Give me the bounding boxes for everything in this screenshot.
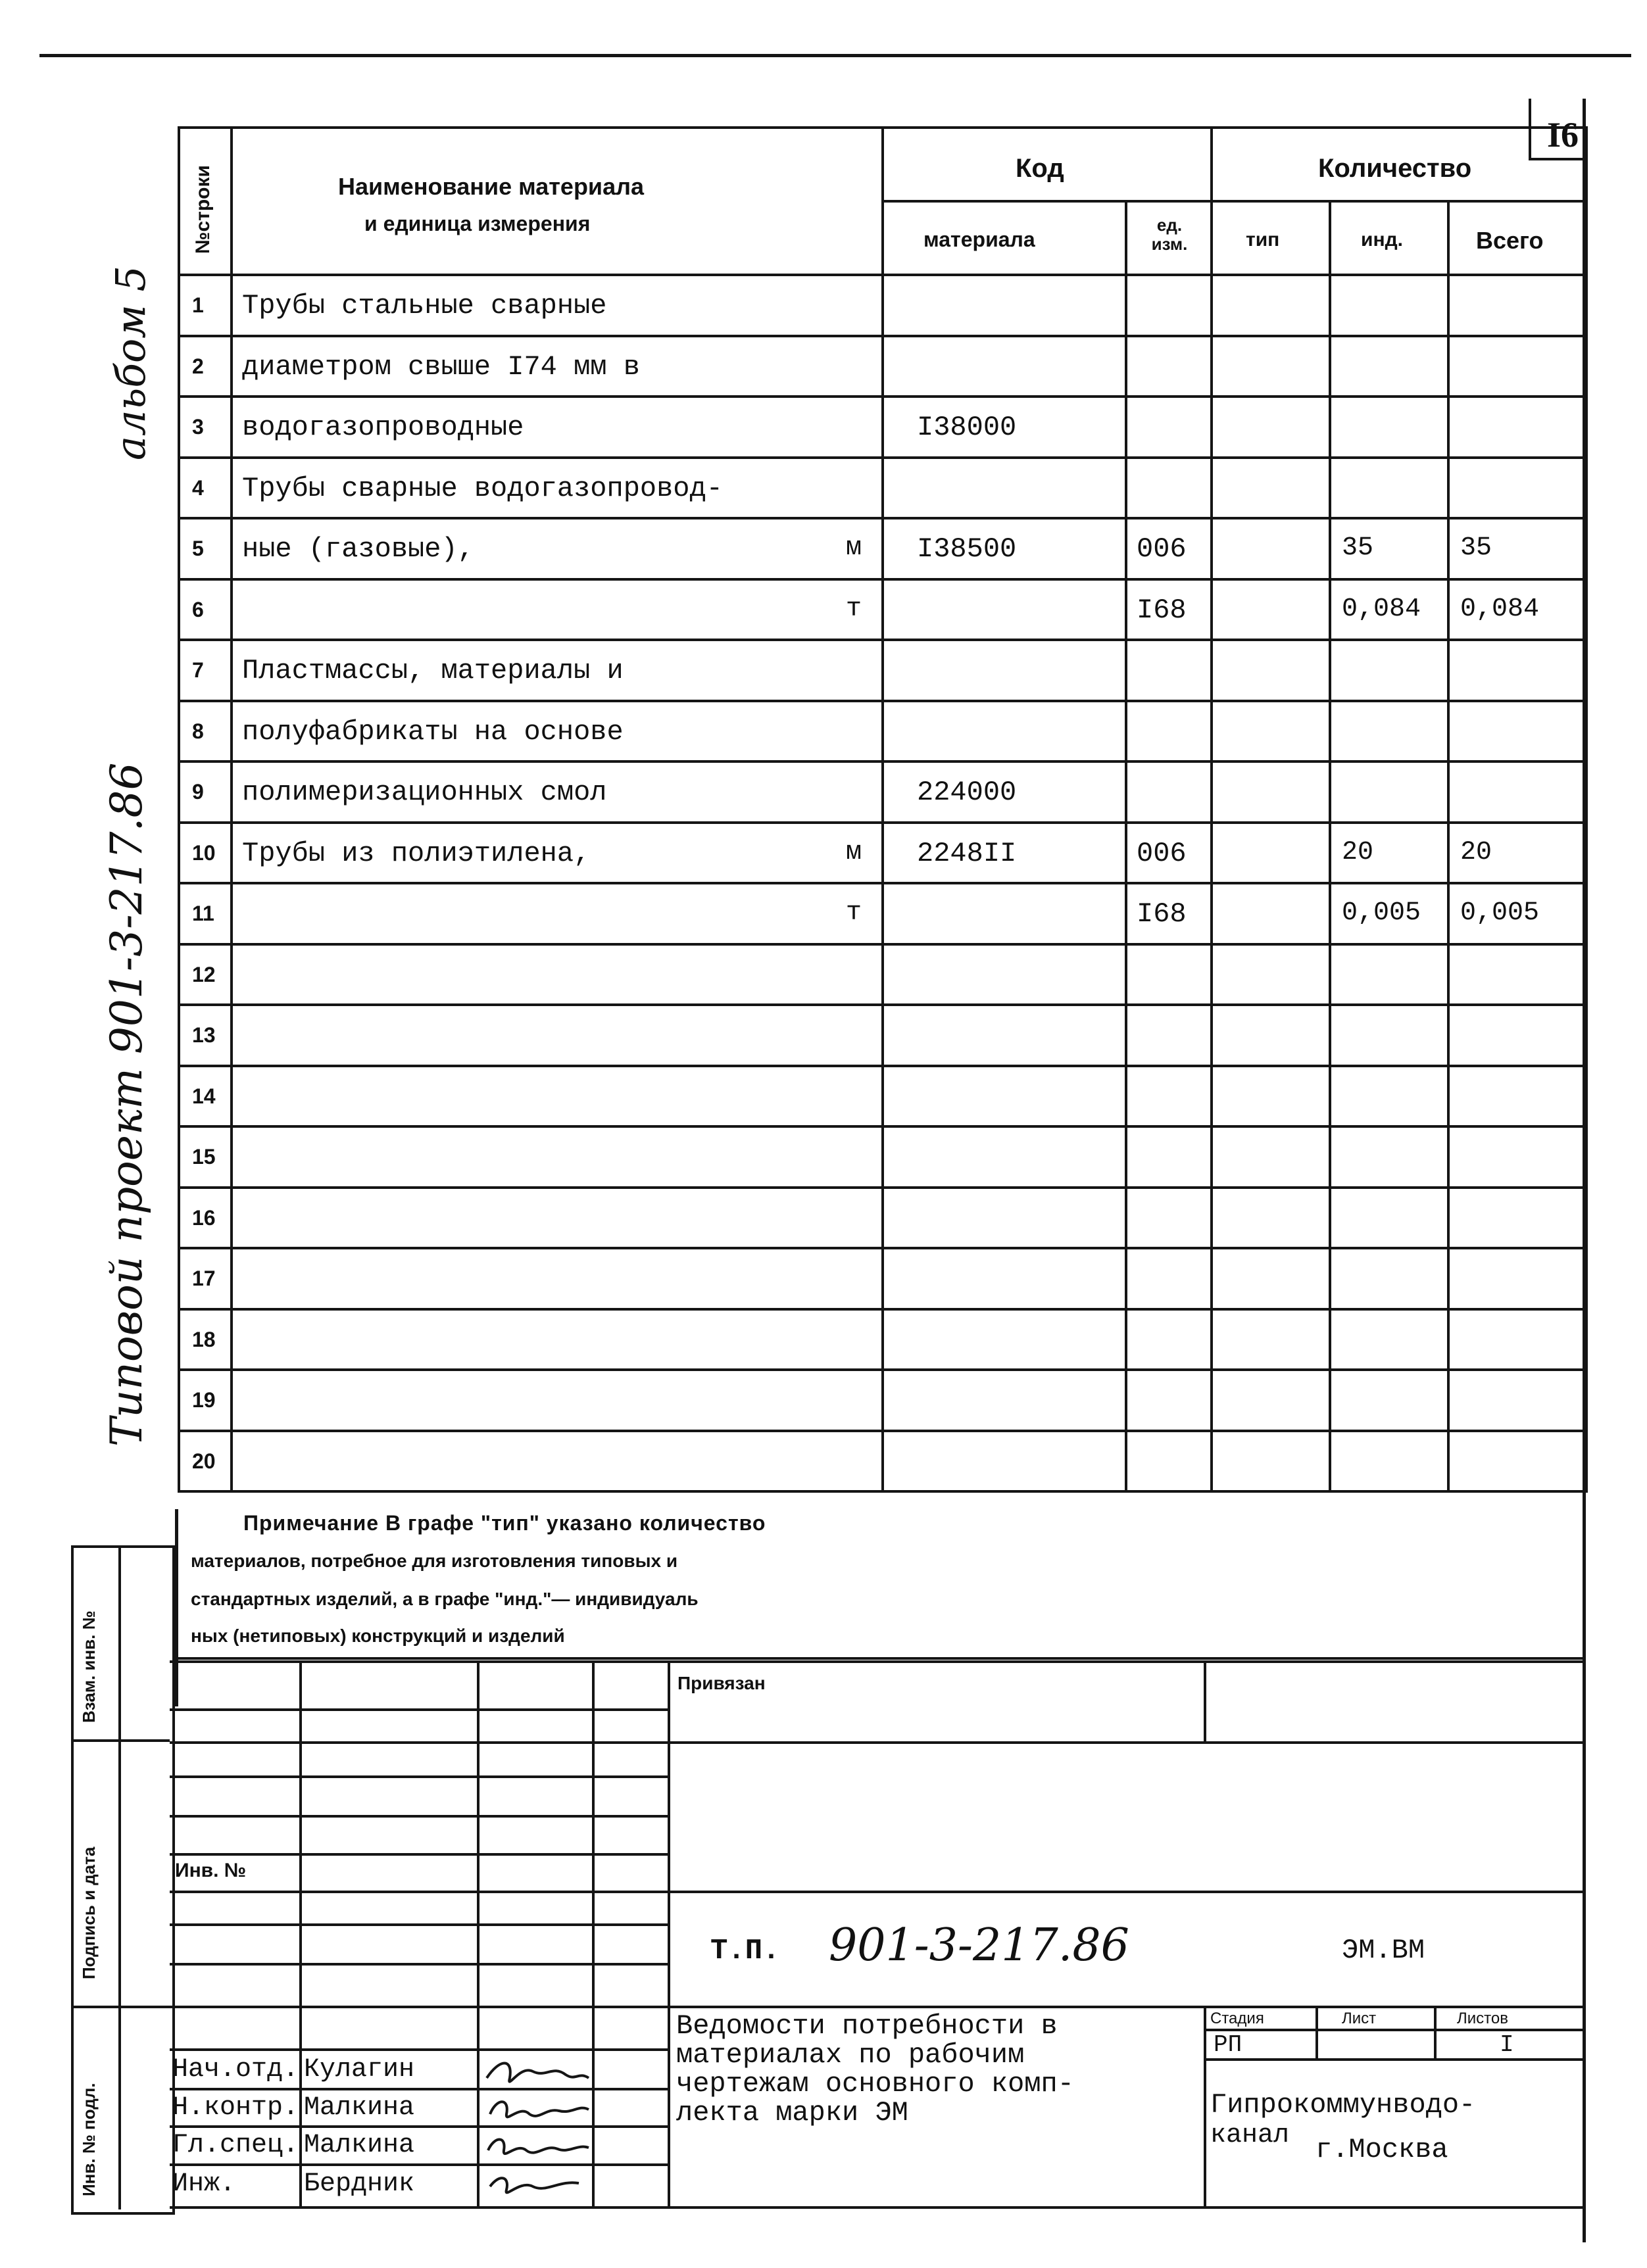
qty-type-cell [1212, 761, 1330, 823]
material-name-cell [232, 701, 883, 762]
material-code-cell [883, 458, 1126, 519]
header-quantity-label: Количество [1318, 154, 1472, 183]
unit-code-cell [1126, 518, 1212, 579]
material-name-text: диаметром свыше I74 мм в [242, 350, 640, 383]
header-code-label: Код [1016, 154, 1064, 183]
material-name-cell [232, 518, 883, 579]
stamp-title-line3: чертежам основного комп- [676, 2068, 1074, 2100]
material-code-text: I38000 [917, 412, 1017, 443]
table-row [179, 1126, 1586, 1188]
table-row [179, 761, 1586, 823]
row-number-text: 4 [192, 475, 204, 500]
qty-total-text: 20 [1460, 837, 1492, 867]
stamp-sheets-value: I [1500, 2031, 1514, 2058]
unit-code-cell [1126, 1431, 1212, 1492]
qty-type-cell [1212, 518, 1330, 579]
material-name-cell [232, 1126, 883, 1188]
qty-total-cell [1448, 1066, 1586, 1127]
unit-code-text: 006 [1137, 533, 1187, 565]
header-name-line1: Наименование материала [338, 173, 644, 200]
stamp-mark: ЭМ.ВМ [1342, 1935, 1425, 1966]
left-margin-divider [118, 1545, 121, 2209]
table-row [179, 1248, 1586, 1309]
row-number-text: 15 [192, 1145, 216, 1169]
qty-ind-cell [1330, 883, 1448, 944]
stamp-line-6 [170, 1891, 1584, 1893]
unit-code-cell [1126, 275, 1212, 336]
row-number-cell [179, 1248, 232, 1309]
material-code-cell [883, 1126, 1126, 1188]
material-name-cell [232, 944, 883, 1005]
row-number-text: 3 [192, 415, 204, 439]
row-number-text: 11 [192, 902, 214, 925]
qty-ind-cell [1330, 1066, 1448, 1127]
stamp-title-line1: Ведомости потребности в [676, 2010, 1058, 2042]
material-name-cell [232, 1066, 883, 1127]
qty-total-text: 0,005 [1460, 898, 1540, 928]
label-inv-podl: Инв. № подл. [79, 2083, 99, 2196]
qty-ind-cell [1330, 518, 1448, 579]
material-name-text: водогазопроводные [242, 412, 524, 443]
qty-total-cell [1448, 397, 1586, 458]
unit-code-cell [1126, 823, 1212, 884]
stamp-vline-4 [668, 1660, 670, 2206]
row-number-text: 14 [192, 1084, 216, 1108]
material-code-cell [883, 1188, 1126, 1249]
material-code-cell [883, 1066, 1126, 1127]
signer-role-3: Гл.спец. [172, 2131, 299, 2160]
qty-total-cell [1448, 518, 1586, 579]
qty-ind-text: 20 [1342, 837, 1374, 867]
unit-code-cell [1126, 701, 1212, 762]
table-row [179, 640, 1586, 701]
material-code-cell [883, 336, 1126, 397]
signer-name-4: Бердник [304, 2169, 415, 2199]
material-name-text: полуфабрикаты на основе [242, 715, 624, 748]
table-row [179, 944, 1586, 1005]
row-number-cell [179, 1370, 232, 1431]
unit-code-cell [1126, 640, 1212, 701]
header-row-number [179, 128, 232, 275]
material-name-cell [232, 1309, 883, 1370]
row-number-text: 1 [192, 293, 204, 317]
row-number-cell [179, 761, 232, 823]
qty-total-cell [1448, 458, 1586, 519]
material-code-cell [883, 1248, 1126, 1309]
material-code-cell [883, 883, 1126, 944]
material-code-cell [883, 518, 1126, 579]
header-material-name [232, 128, 883, 275]
row-number-cell [179, 1309, 232, 1370]
material-name-text: Трубы сварные водогазопровод- [242, 472, 723, 504]
stamp-line-8 [170, 1963, 670, 1966]
row-number-text: 19 [192, 1388, 216, 1412]
table-row [179, 883, 1586, 944]
row-number-cell [179, 458, 232, 519]
material-code-cell [883, 701, 1126, 762]
qty-total-cell [1448, 1126, 1586, 1188]
stamp-line-4 [170, 1815, 670, 1818]
stamp-stage-header-line [1204, 2029, 1584, 2031]
unit-code-text: I68 [1137, 594, 1187, 626]
material-code-cell [883, 1005, 1126, 1066]
left-border-extension [175, 1509, 178, 1706]
unit-code-cell [1126, 1126, 1212, 1188]
table-row [179, 397, 1586, 458]
note-line-3: стандартных изделий, а в графе "инд."— индивидуаль [191, 1589, 699, 1609]
table-row [179, 1188, 1586, 1249]
material-name-text: ные (газовые), [242, 533, 474, 565]
header-row-number-label: №строки [192, 165, 214, 254]
qty-total-cell [1448, 1370, 1586, 1431]
material-code-cell [883, 397, 1126, 458]
unit-code-cell [1126, 1309, 1212, 1370]
row-number-text: 7 [192, 658, 204, 682]
signer-role-4: Инж. [172, 2169, 236, 2199]
material-name-text: Трубы стальные сварные [242, 290, 607, 322]
label-vzam-inv: Взам. инв. № [79, 1610, 99, 1723]
header-qty-type [1212, 201, 1330, 275]
qty-ind-text: 0,005 [1342, 898, 1421, 928]
table-row [179, 579, 1586, 640]
row-number-text: 5 [192, 537, 204, 560]
album-label: альбом 5 [107, 266, 155, 460]
stamp-title-line4: лекта марки ЭМ [676, 2097, 908, 2129]
qty-total-cell [1448, 883, 1586, 944]
qty-ind-cell [1330, 823, 1448, 884]
header-quantity [1212, 128, 1586, 201]
project-label: Типовой проект 901-3-217.86 [101, 762, 152, 1447]
signatures-drawing [480, 2052, 592, 2209]
qty-type-cell [1212, 1066, 1330, 1127]
sheet-number: I6 [1547, 115, 1579, 155]
qty-type-cell [1212, 823, 1330, 884]
table-row [179, 1431, 1586, 1492]
signer-role-1: Нач.отд. [172, 2055, 299, 2085]
qty-type-cell [1212, 1309, 1330, 1370]
qty-type-cell [1212, 640, 1330, 701]
material-code-cell [883, 579, 1126, 640]
qty-ind-text: 0,084 [1342, 594, 1421, 624]
material-name-cell [232, 275, 883, 336]
material-name-cell [232, 397, 883, 458]
stamp-line-11 [170, 2088, 670, 2090]
header-qty-ind-label: инд. [1361, 229, 1403, 251]
qty-ind-cell [1330, 701, 1448, 762]
unit-code-text: I68 [1137, 898, 1187, 930]
table-row [179, 275, 1586, 336]
material-code-cell [883, 640, 1126, 701]
qty-ind-cell [1330, 761, 1448, 823]
stamp-line-2 [170, 1741, 1584, 1744]
row-number-cell [179, 579, 232, 640]
unit-code-cell [1126, 397, 1212, 458]
stamp-city: г.Москва [1315, 2134, 1448, 2165]
qty-total-cell [1448, 640, 1586, 701]
row-number-text: 10 [192, 840, 216, 865]
stamp-line-5 [170, 1853, 670, 1856]
qty-type-cell [1212, 883, 1330, 944]
signer-name-1: Кулагин [304, 2055, 415, 2085]
unit-code-cell [1126, 336, 1212, 397]
unit-code-cell [1126, 458, 1212, 519]
row-number-cell [179, 640, 232, 701]
stamp-vline-privyazan [1204, 1660, 1206, 1743]
qty-total-cell [1448, 701, 1586, 762]
table-row [179, 1066, 1586, 1127]
material-code-text: I38500 [917, 533, 1017, 565]
row-number-text: 18 [192, 1327, 216, 1351]
stamp-line-7 [170, 1923, 670, 1926]
qty-ind-cell [1330, 1431, 1448, 1492]
header-code [883, 128, 1212, 201]
stamp-vline-3 [592, 1660, 595, 2206]
qty-type-cell [1212, 1126, 1330, 1188]
qty-ind-cell [1330, 640, 1448, 701]
stamp-tp-number: 901-3-217.86 [829, 1919, 1129, 1971]
qty-type-cell [1212, 579, 1330, 640]
note-line-2: материалов, потребное для изготовления типовых и [191, 1551, 678, 1571]
unit-code-cell [1126, 1188, 1212, 1249]
note-line-1: Примечание В графе "тип" указано количество [243, 1511, 766, 1535]
stamp-vline-title [1204, 2006, 1206, 2206]
left-margin-sep-2 [71, 2006, 170, 2008]
header-qty-total [1448, 201, 1586, 275]
row-number-cell [179, 1431, 232, 1492]
qty-total-cell [1448, 336, 1586, 397]
unit-code-cell [1126, 883, 1212, 944]
stamp-vline-stage [1315, 2006, 1318, 2060]
table-row [179, 823, 1586, 884]
material-name-cell [232, 640, 883, 701]
table-row [179, 1370, 1586, 1431]
unit-text: м [845, 837, 862, 867]
material-code-cell [883, 1309, 1126, 1370]
stamp-line-12 [170, 2125, 670, 2128]
qty-total-cell [1448, 275, 1586, 336]
row-number-cell [179, 1005, 232, 1066]
material-name-cell [232, 1431, 883, 1492]
qty-ind-cell [1330, 1005, 1448, 1066]
material-name-text: Пластмассы, материалы и [242, 655, 624, 687]
row-number-text: 17 [192, 1267, 216, 1290]
stamp-stage-label: Стадия [1210, 2010, 1264, 2027]
material-name-cell [232, 823, 883, 884]
signer-name-2: Малкина [304, 2093, 415, 2123]
qty-type-cell [1212, 701, 1330, 762]
qty-type-cell [1212, 1188, 1330, 1249]
row-number-text: 12 [192, 962, 216, 986]
material-code-cell [883, 944, 1126, 1005]
material-code-cell [883, 761, 1126, 823]
qty-type-cell [1212, 397, 1330, 458]
qty-type-cell [1212, 458, 1330, 519]
qty-ind-cell [1330, 1248, 1448, 1309]
stamp-vline-2 [477, 1660, 479, 2206]
stamp-stage-value-line [1204, 2058, 1584, 2061]
header-code-material [883, 201, 1126, 275]
table-row [179, 701, 1586, 762]
qty-total-cell [1448, 1248, 1586, 1309]
row-number-cell [179, 336, 232, 397]
material-name-cell [232, 458, 883, 519]
row-number-text: 20 [192, 1449, 216, 1473]
row-number-text: 9 [192, 780, 204, 804]
material-name-cell [232, 579, 883, 640]
row-number-cell [179, 944, 232, 1005]
qty-type-cell [1212, 1431, 1330, 1492]
unit-code-cell [1126, 1248, 1212, 1309]
material-name-text: Трубы из полиэтилена, [242, 837, 591, 869]
stamp-line-3 [170, 1775, 670, 1778]
qty-type-cell [1212, 944, 1330, 1005]
stamp-tp-prefix: Т.П. [710, 1935, 780, 1967]
material-name-cell [232, 1370, 883, 1431]
qty-type-cell [1212, 336, 1330, 397]
unit-code-cell [1126, 944, 1212, 1005]
header-qty-type-label: тип [1246, 229, 1280, 251]
materials-table [178, 126, 1588, 1493]
unit-text: м [845, 533, 862, 563]
qty-total-cell [1448, 1188, 1586, 1249]
qty-total-cell [1448, 823, 1586, 884]
header-code-material-label: материала [923, 228, 1035, 251]
row-number-cell [179, 518, 232, 579]
stamp-sheet-label: Лист [1342, 2010, 1377, 2027]
stamp-privyazan: Привязан [677, 1673, 766, 1693]
material-code-cell [883, 275, 1126, 336]
header-name-line2: и единица измерения [364, 212, 591, 235]
qty-ind-cell [1330, 1188, 1448, 1249]
unit-text: т [845, 594, 862, 624]
qty-total-cell [1448, 579, 1586, 640]
qty-total-text: 35 [1460, 533, 1492, 563]
row-number-cell [179, 275, 232, 336]
material-name-cell [232, 1188, 883, 1249]
stamp-line-9 [170, 2006, 1584, 2008]
unit-code-cell [1126, 1066, 1212, 1127]
stamp-inv-no: Инв. № [175, 1860, 247, 1881]
row-number-cell [179, 1126, 232, 1188]
row-number-cell [179, 1188, 232, 1249]
stamp-line-13 [170, 2163, 670, 2166]
unit-code-text: 006 [1137, 837, 1187, 869]
table-row [179, 458, 1586, 519]
stamp-line-10 [170, 2048, 670, 2051]
stamp-line-0 [170, 1660, 1584, 1663]
header-qty-ind [1330, 201, 1448, 275]
material-name-cell [232, 1005, 883, 1066]
unit-code-cell [1126, 1370, 1212, 1431]
unit-text: т [845, 898, 862, 928]
row-number-text: 16 [192, 1205, 216, 1230]
stamp-title-line2: материалах по рабочим [676, 2039, 1025, 2071]
signer-role-2: Н.контр. [172, 2093, 299, 2123]
top-border-line [39, 54, 1631, 57]
stamp-stage-value: РП [1214, 2031, 1242, 2058]
stamp-vline-sheet [1434, 2006, 1437, 2060]
qty-type-cell [1212, 275, 1330, 336]
unit-code-cell [1126, 761, 1212, 823]
row-number-text: 8 [192, 719, 204, 743]
note-line-4: ных (нетиповых) конструкций и изделий [191, 1626, 565, 1646]
stamp-line-bottom [170, 2206, 1584, 2209]
qty-total-cell [1448, 944, 1586, 1005]
qty-ind-cell [1330, 397, 1448, 458]
material-code-text: 2248II [917, 837, 1017, 869]
header-qty-total-label: Всего [1476, 227, 1544, 254]
stamp-vline-1 [299, 1660, 302, 2206]
qty-ind-cell [1330, 275, 1448, 336]
qty-ind-text: 35 [1342, 533, 1374, 563]
qty-ind-cell [1330, 1309, 1448, 1370]
qty-ind-cell [1330, 1126, 1448, 1188]
stamp-line-1 [170, 1708, 670, 1711]
unit-code-cell [1126, 1005, 1212, 1066]
qty-total-cell [1448, 1005, 1586, 1066]
material-code-text: 224000 [917, 777, 1017, 808]
row-number-cell [179, 397, 232, 458]
qty-ind-cell [1330, 458, 1448, 519]
stamp-org-line2: канал [1210, 2121, 1290, 2150]
signer-name-3: Малкина [304, 2131, 415, 2160]
left-margin-sep-1 [71, 1739, 170, 1742]
stamp-sheets-label: Листов [1457, 2010, 1508, 2027]
material-name-cell [232, 1248, 883, 1309]
stamp-org-line1: Гипрокоммунводо- [1210, 2089, 1476, 2121]
table-row [179, 336, 1586, 397]
unit-code-cell [1126, 579, 1212, 640]
qty-total-cell [1448, 1431, 1586, 1492]
row-number-text: 6 [192, 597, 204, 621]
note-bottom-line [175, 1657, 1584, 1660]
row-number-text: 2 [192, 354, 204, 378]
qty-total-cell [1448, 1309, 1586, 1370]
table-row [179, 518, 1586, 579]
material-code-cell [883, 1370, 1126, 1431]
material-code-cell [883, 823, 1126, 884]
qty-type-cell [1212, 1370, 1330, 1431]
material-name-cell [232, 336, 883, 397]
qty-total-cell [1448, 761, 1586, 823]
row-number-text: 13 [192, 1023, 216, 1047]
row-number-cell [179, 1066, 232, 1127]
material-name-cell [232, 883, 883, 944]
qty-ind-cell [1330, 579, 1448, 640]
material-name-text: полимеризационных смол [242, 777, 607, 808]
table-row [179, 1005, 1586, 1066]
qty-ind-cell [1330, 1370, 1448, 1431]
material-code-cell [883, 1431, 1126, 1492]
row-number-cell [179, 701, 232, 762]
qty-ind-cell [1330, 944, 1448, 1005]
qty-total-text: 0,084 [1460, 594, 1540, 624]
header-row-1 [179, 128, 1586, 201]
material-name-cell [232, 761, 883, 823]
header-code-unit [1126, 201, 1212, 275]
table-row [179, 1309, 1586, 1370]
qty-ind-cell [1330, 336, 1448, 397]
qty-type-cell [1212, 1005, 1330, 1066]
row-number-cell [179, 823, 232, 884]
label-podpis-data: Подпись и дата [79, 1846, 99, 1979]
row-number-cell [179, 883, 232, 944]
qty-type-cell [1212, 1248, 1330, 1309]
header-code-unit-label: ед. изм. [1151, 215, 1188, 254]
